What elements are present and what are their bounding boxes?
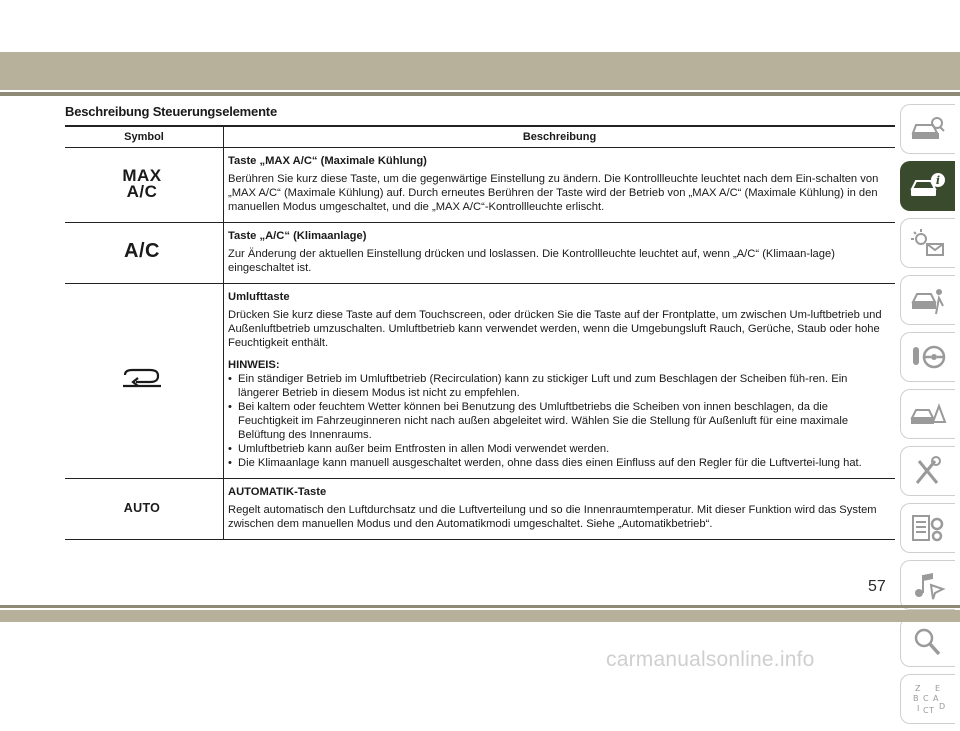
svg-text:i: i	[935, 174, 941, 187]
svg-text:E: E	[935, 684, 941, 693]
svg-text:T: T	[929, 706, 934, 715]
svg-text:Z: Z	[915, 684, 921, 693]
max-ac-symbol-line: MAX	[122, 165, 162, 185]
controls-table	[65, 125, 895, 540]
svg-text:A: A	[933, 694, 939, 703]
music-navigation-icon	[909, 569, 947, 601]
car-airbag-icon	[909, 284, 947, 316]
chapter-tabs	[900, 104, 956, 731]
car-magnifier-icon	[909, 113, 947, 145]
row-description: Zur Änderung der aktuellen Einstellung drücken und loslassen. Die Kontrollleuchte leuchtet auf, wenn „A/C“ (Klimaan-lage) eingeschaltet ist.	[228, 248, 835, 274]
row-title: Taste „A/C“ (Klimaanlage)	[228, 230, 367, 242]
recirculation-icon	[120, 380, 164, 392]
wrench-screwdriver-icon	[909, 455, 947, 487]
max-ac-symbol-line: A/C	[126, 181, 158, 201]
chapter-tab-customer-assistance[interactable]	[900, 617, 955, 667]
description-column-header: Beschreibung	[224, 126, 896, 148]
car-warning-triangle-icon	[909, 398, 947, 430]
table-row	[65, 479, 895, 540]
chapter-tab-technical-data[interactable]	[900, 503, 955, 553]
auto-button-symbol: AUTO	[123, 500, 161, 515]
max-ac-symbol-cell	[65, 148, 224, 223]
symbol-column-header: Symbol	[65, 126, 224, 148]
ac-button-symbol: A/C	[124, 239, 160, 262]
chapter-tab-servicing[interactable]	[900, 446, 955, 496]
svg-text:B: B	[913, 694, 919, 703]
auto-description-cell	[224, 479, 896, 540]
note-list	[228, 372, 887, 470]
watermark: carmanualsonline.info	[606, 648, 815, 671]
section-title: Beschreibung Steuerungselemente	[65, 104, 277, 119]
table-row	[65, 148, 895, 223]
chapter-tab-emergency[interactable]	[900, 389, 955, 439]
note-item: • Die Klimaanlage kann manuell ausgeschaltet werden, ohne dass dies einen Einfluss auf den Regler für die Luftvertei-lung hat.	[228, 456, 887, 470]
note-heading: HINWEIS:	[228, 359, 280, 371]
chapter-tab-vehicle-overview[interactable]	[900, 104, 955, 154]
auto-symbol-cell	[65, 479, 224, 540]
chapter-tab-starting-operating[interactable]	[900, 332, 955, 382]
max-ac-button-symbol	[122, 165, 162, 201]
table-header-row	[65, 126, 895, 148]
ac-description-cell	[224, 223, 896, 284]
search-icon	[909, 626, 947, 658]
max-ac-description-cell	[224, 148, 896, 223]
table-row	[65, 284, 895, 479]
note-item: • Bei kaltem oder feuchtem Wetter können bei Benutzung des Umluftbetriebs die Scheiben von innen beschlagen, da die Feuchtigkeit im Fahrzeuginneren nicht nach außen abgeleitet wird. Wählen Sie die Stellung für Außenluft für eine maximale Belüftung des Innenraums.	[228, 400, 887, 442]
key-steering-wheel-icon	[909, 341, 947, 373]
chapter-tab-warning-lights[interactable]	[900, 218, 955, 268]
note-item: • Umluftbetrieb kann außer beim Entfrosten in allen Modi verwendet werden.	[228, 442, 887, 456]
warning-light-message-icon	[909, 227, 947, 259]
car-info-icon	[909, 170, 947, 202]
row-description: Drücken Sie kurz diese Taste auf dem Touchscreen, oder drücken Sie die Taste auf der Frontplatte, um zwischen Um-luftbetrieb und Außenluftbetrieb umzuschalten. Umluftbetrieb kann verwendet werden, wenn die Umgebungsluft Rauch, Gerüche, Staub oder hohe Feuchtigkeit enthält.	[228, 309, 882, 349]
row-title: Taste „MAX A/C“ (Maximale Kühlung)	[228, 155, 427, 167]
alphabet-index-icon	[909, 683, 947, 715]
row-description: Berühren Sie kurz diese Taste, um die gegenwärtige Einstellung zu ändern. Die Kontrollleuchte leuchtet nach dem Ein-schalten von „MAX A/C“ (Maximale Kühlung) auf. Durch erneutes Berühren der Taste wird der Betrieb von „MAX A/C“ (Maximale Kühlung) in den manuellen Modus umgeschaltet, und die „MAX A/C“-Kontrollleuchte erlischt.	[228, 173, 879, 213]
page-number: 57	[868, 578, 886, 595]
chapter-tab-multimedia[interactable]	[900, 560, 955, 610]
svg-text:I: I	[917, 704, 920, 713]
svg-text:C: C	[923, 694, 929, 703]
chapter-tab-index[interactable]	[900, 674, 955, 724]
svg-text:D: D	[939, 702, 946, 711]
note-item: • Ein ständiger Betrieb im Umluftbetrieb (Recirculation) kann zu stickiger Luft und zum Beschlagen der Scheiben füh-ren. Ein längerer Betrieb in diesem Modus ist nicht zu empfehlen.	[228, 372, 887, 400]
recirculation-symbol-cell	[65, 284, 224, 479]
chapter-tab-safety[interactable]	[900, 275, 955, 325]
recirculation-description-cell	[224, 284, 896, 479]
header-band	[0, 52, 960, 90]
row-title: AUTOMATIK-Taste	[228, 486, 327, 498]
row-title: Umlufttaste	[228, 291, 290, 303]
svg-text:C: C	[923, 706, 929, 715]
ac-symbol-cell	[65, 223, 224, 284]
row-description: Regelt automatisch den Luftdurchsatz und die Luftverteilung und so die Innenraumtemperatur. Mit dieser Funktion wird das System zwischen dem manuellen Modus und den Automatikmodi umgeschaltet. Siehe „Automatikbetrieb“.	[228, 504, 877, 530]
checklist-gears-icon	[909, 512, 947, 544]
footer-band	[0, 610, 960, 622]
table-row	[65, 223, 895, 284]
chapter-tab-getting-to-know[interactable]	[900, 161, 955, 211]
